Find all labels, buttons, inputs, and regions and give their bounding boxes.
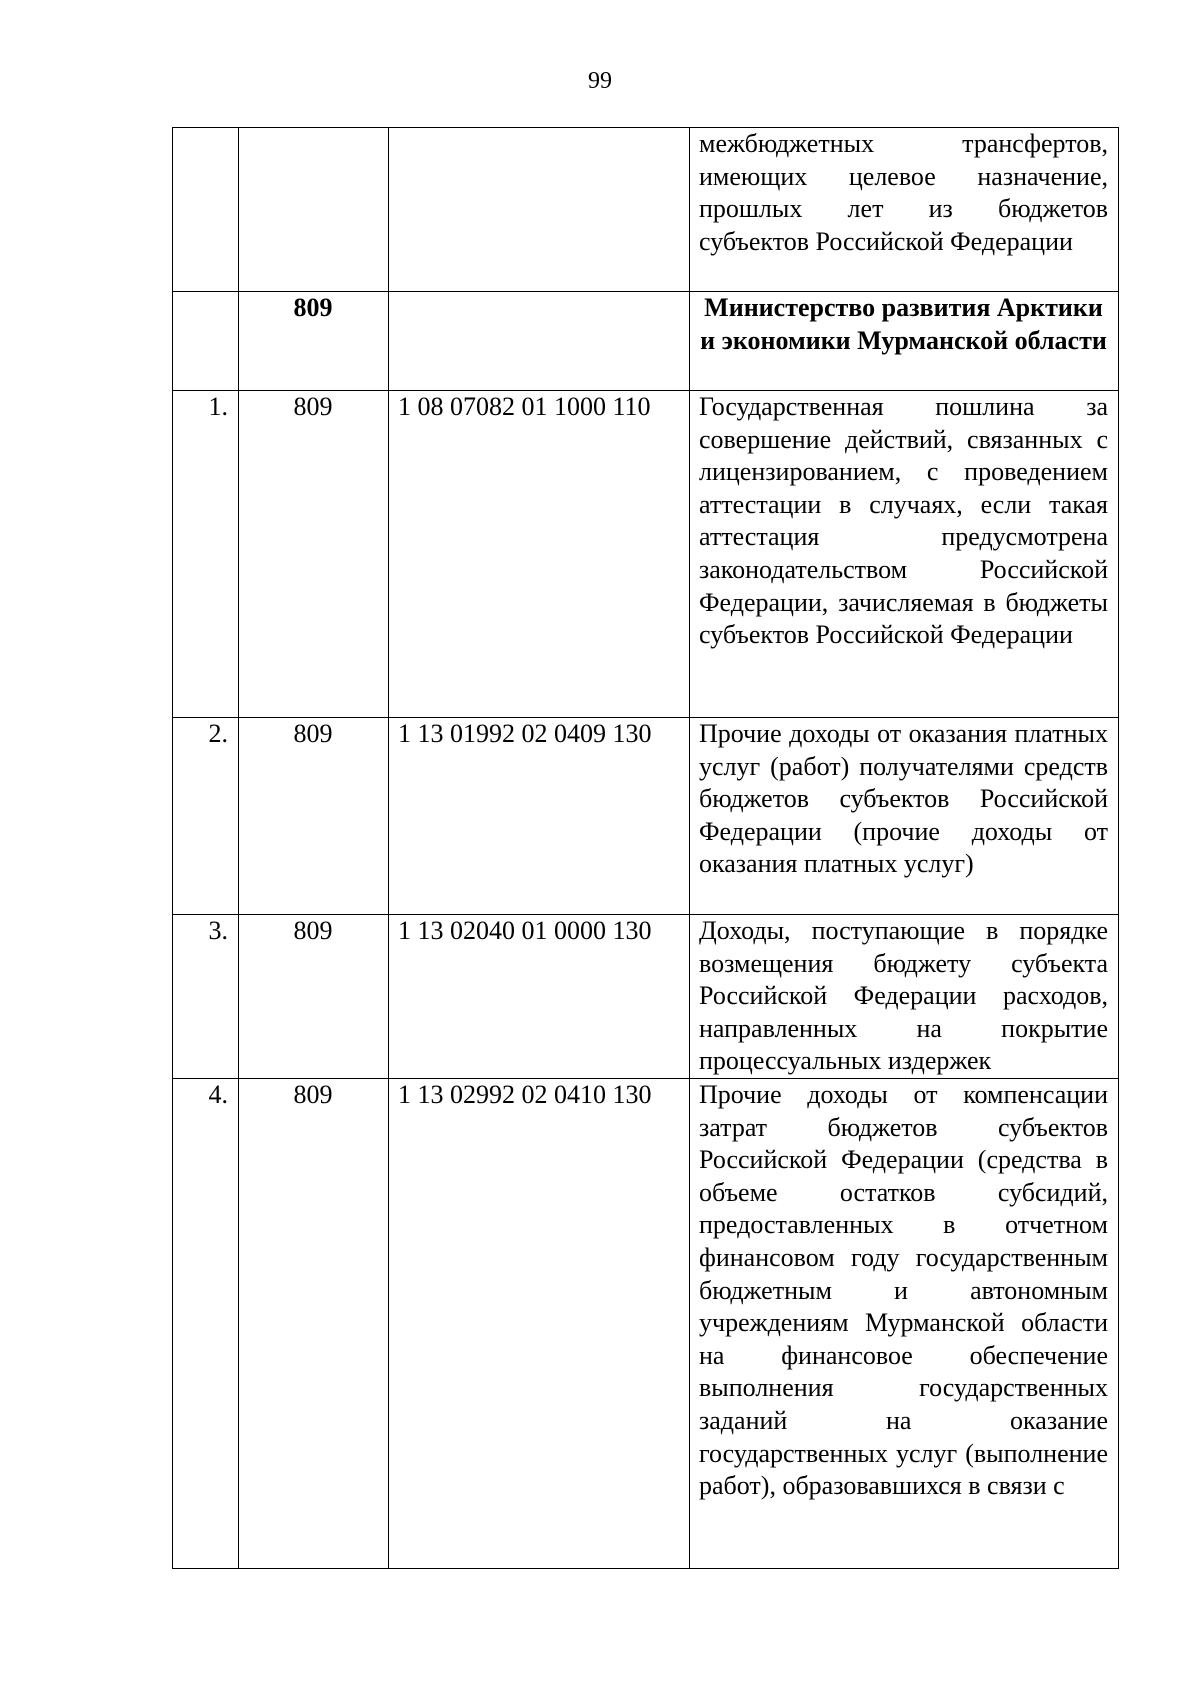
admin-code-cell: 809 xyxy=(239,391,389,718)
revenue-name-cell: Прочие доходы от оказания платных услуг (работ) получателями средств бюджетов субъектов Российской Федерации (прочие доходы от оказания платных услуг) xyxy=(690,718,1119,915)
table-row xyxy=(173,128,1119,292)
row-number-cell xyxy=(173,128,239,292)
page-number: 99 xyxy=(588,68,612,94)
row-number-cell: 2. xyxy=(173,718,239,915)
table-row xyxy=(173,915,1119,1079)
budget-code-cell xyxy=(389,128,690,292)
budget-code-cell: 1 13 01992 02 0409 130 xyxy=(389,718,690,915)
budget-code-cell: 1 13 02040 01 0000 130 xyxy=(389,915,690,1079)
revenue-name-cell: Доходы, поступающие в порядке возмещения бюджету субъекта Российской Федерации расходов, направленных на покрытие процессуальных издержек xyxy=(690,915,1119,1079)
row-number-cell: 1. xyxy=(173,391,239,718)
revenue-codes-table xyxy=(172,127,1119,1569)
table-row xyxy=(173,391,1119,718)
revenue-name-cell: межбюджетных трансфертов, имеющих целевое назначение, прошлых лет из бюджетов субъектов Российской Федерации xyxy=(690,128,1119,292)
row-number-cell xyxy=(173,292,239,391)
admin-code-cell: 809 xyxy=(239,292,389,391)
budget-code-cell: 1 08 07082 01 1000 110 xyxy=(389,391,690,718)
admin-code-cell: 809 xyxy=(239,718,389,915)
table-row xyxy=(173,1079,1119,1569)
admin-code-cell: 809 xyxy=(239,1079,389,1569)
row-number-cell: 4. xyxy=(173,1079,239,1569)
row-number-cell: 3. xyxy=(173,915,239,1079)
admin-code-cell xyxy=(239,128,389,292)
administrator-name-cell: Министерство развития Арктики и экономики Мурманской области xyxy=(690,292,1119,391)
table-row xyxy=(173,718,1119,915)
revenue-name-cell: Государственная пошлина за совершение действий, связанных с лицензированием, с проведением аттестации в случаях, если такая аттестация предусмотрена законодательством Российской Федерации, зачисляемая в бюджеты субъектов Российской Федерации xyxy=(690,391,1119,718)
administrator-header-row xyxy=(173,292,1119,391)
budget-code-cell: 1 13 02992 02 0410 130 xyxy=(389,1079,690,1569)
revenue-name-cell: Прочие доходы от компенсации затрат бюджетов субъектов Российской Федерации (средства в объеме остатков субсидий, предоставленных в отчетном финансовом году государственным бюджетным и автономным учреждениям Мурманской области на финансовое обеспечение выполнения государственных заданий на оказание государственных услуг (выполнение работ), образовавшихся в связи с xyxy=(690,1079,1119,1569)
admin-code-cell: 809 xyxy=(239,915,389,1079)
budget-code-cell xyxy=(389,292,690,391)
